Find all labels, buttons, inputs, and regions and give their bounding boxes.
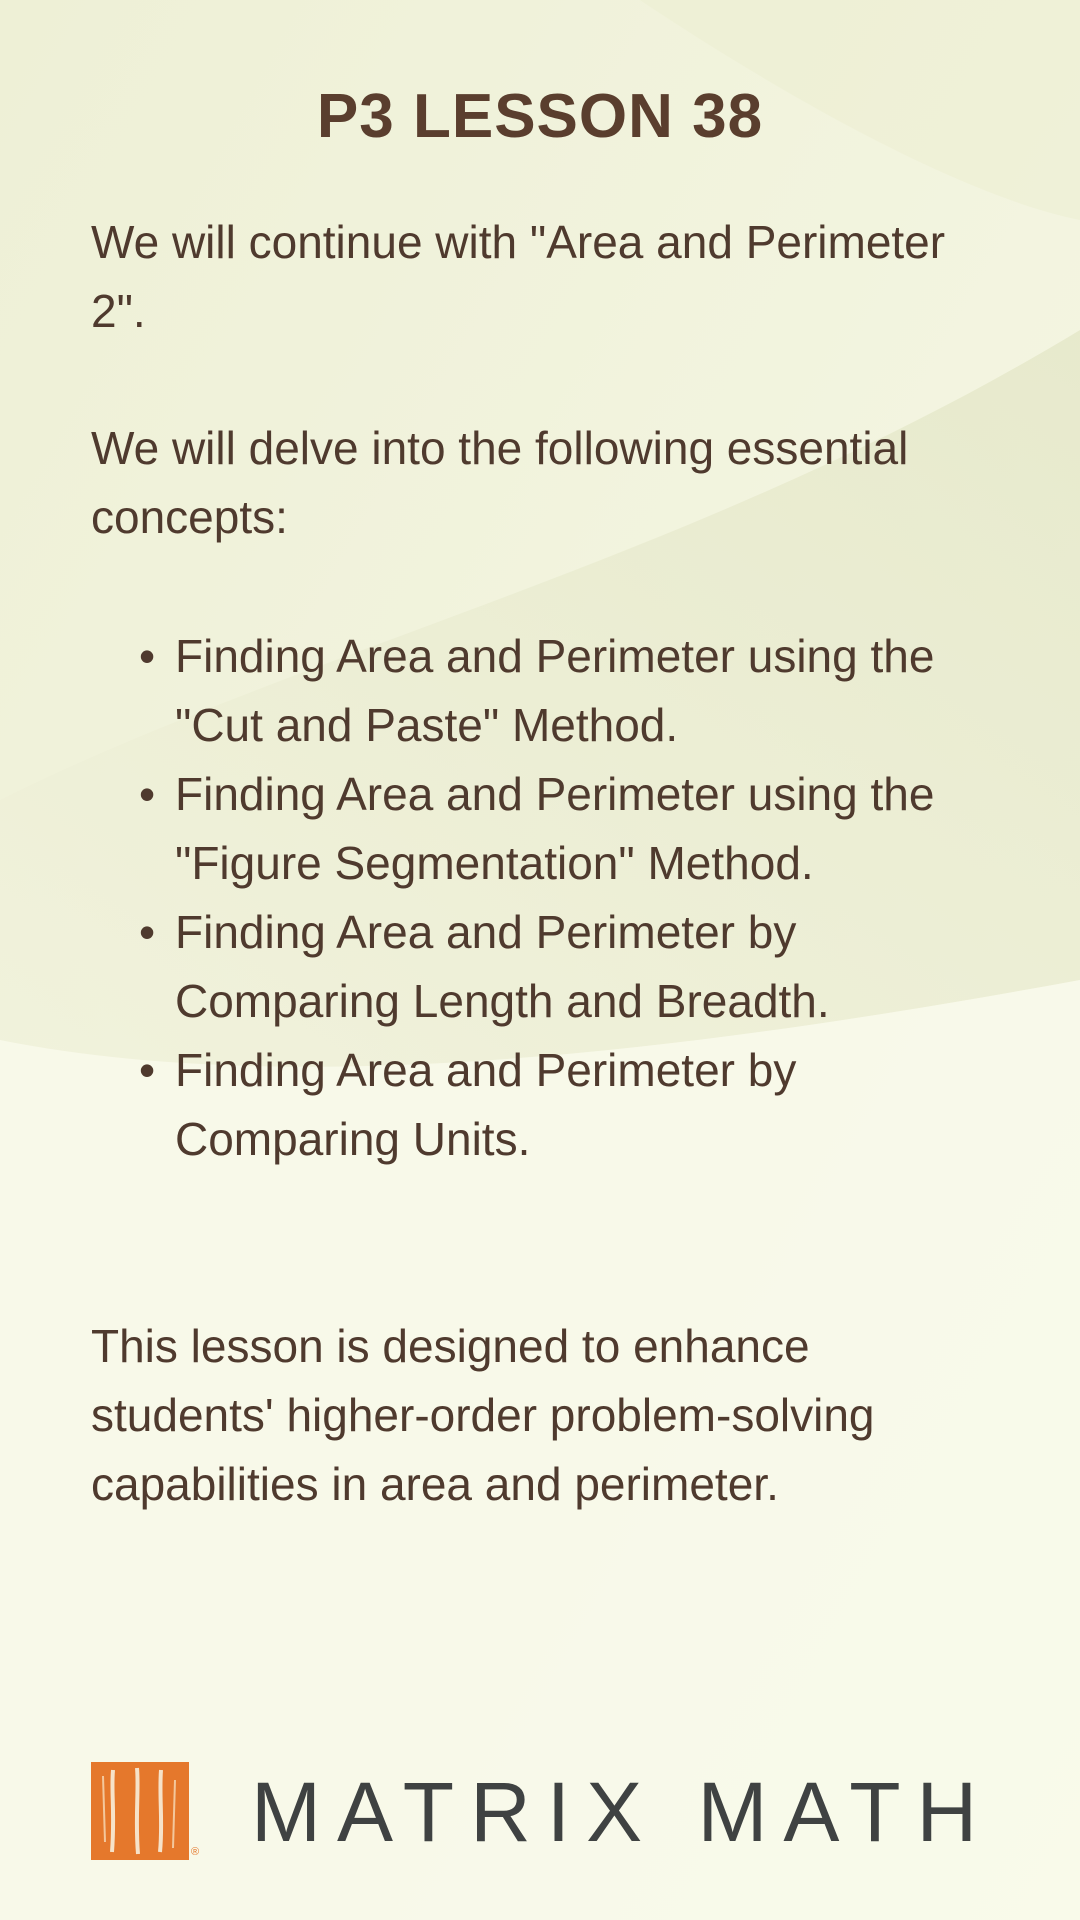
closing-paragraph: This lesson is designed to enhance students' higher-order problem-solving capabilities in area and perimeter. bbox=[91, 1320, 875, 1510]
concepts-list bbox=[139, 622, 1015, 1174]
list-item bbox=[139, 898, 1015, 1036]
list-item bbox=[139, 1036, 1015, 1174]
matrix-math-logo-icon bbox=[91, 1762, 189, 1860]
concepts-intro-paragraph: We will delve into the following essential concepts: bbox=[91, 422, 909, 543]
brand-footer bbox=[91, 1762, 1001, 1860]
bullet-icon: • bbox=[139, 1044, 156, 1096]
bullet-icon: • bbox=[139, 630, 156, 682]
concept-text: Finding Area and Perimeter by Comparing Length and Breadth. bbox=[175, 906, 830, 1027]
page-title: P3 LESSON 38 bbox=[316, 82, 764, 151]
list-item bbox=[139, 760, 1015, 898]
registered-mark: ® bbox=[191, 1846, 200, 1858]
intro-paragraph: We will continue with "Area and Perimeter 2". bbox=[91, 216, 946, 337]
concept-text: Finding Area and Perimeter using the "Cut and Paste" Method. bbox=[175, 630, 935, 751]
list-item bbox=[139, 622, 1015, 760]
brand-name: MATRIX MATH bbox=[251, 1765, 994, 1859]
concept-text: Finding Area and Perimeter by Comparing Units. bbox=[175, 1044, 797, 1165]
bullet-icon: • bbox=[139, 906, 156, 958]
concept-text: Finding Area and Perimeter using the "Figure Segmentation" Method. bbox=[175, 768, 935, 889]
bullet-icon: • bbox=[139, 768, 156, 820]
